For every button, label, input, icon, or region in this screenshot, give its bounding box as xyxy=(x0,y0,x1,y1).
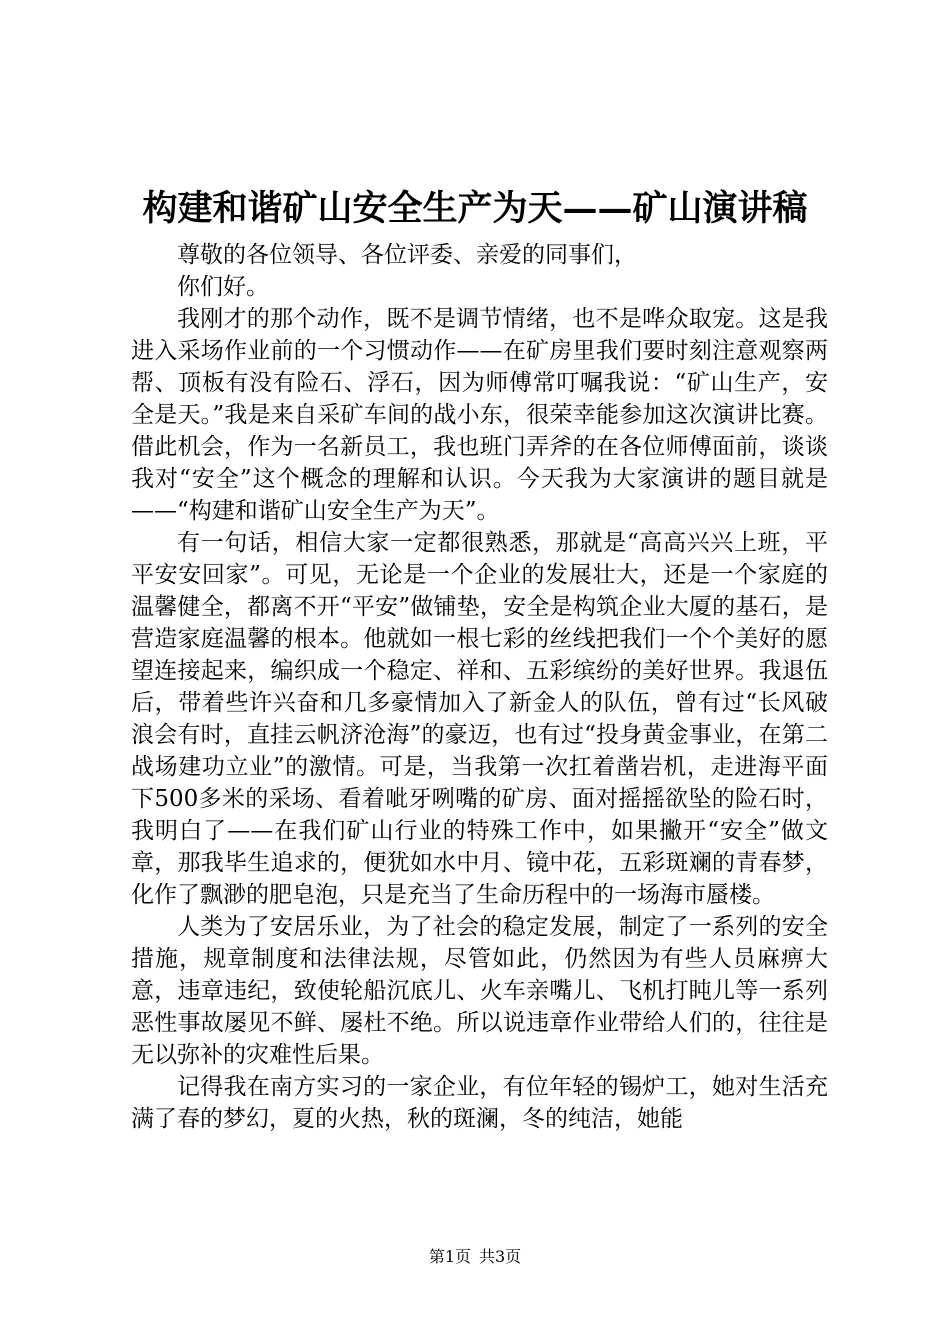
paragraph-regulations: 人类为了安居乐业，为了社会的稳定发展，制定了一系列的安全措施，规章制度和法律法规，尽管如此，仍然因为有些人员麻痹大意，违章违纪，致使轮船沉底儿、火车亲嘴儿、飞机打盹儿等一系列恶性事故屡见不鲜、屡杜不绝。所以说违章作业带给人们的，往往是无以弥补的灾难性后果。 xyxy=(131,914,828,1068)
page-total: 共3页 xyxy=(479,1247,522,1266)
document-body xyxy=(131,239,828,1135)
paragraph-intro: 我刚才的那个动作，既不是调节情绪，也不是哗众取宠。这是我进入采场作业前的一个习惯动作——在矿房里我们要时刻注意观察两帮、顶板有没有险石、浮石，因为师傅常叮嘱我说：“矿山生产，安全是天。”我是来自采矿车间的战小东，很荣幸能参加这次演讲比赛。借此机会，作为一名新员工，我也班门弄斧的在各位师傅面前，谈谈我对“安全”这个概念的理解和认识。今天我为大家演讲的题目就是——“构建和谐矿山安全生产为天”。 xyxy=(131,306,828,524)
paragraph-safety-importance: 有一句话，相信大家一定都很熟悉，那就是“高高兴兴上班，平平安安回家”。可见，无论是一个企业的发展壮大，还是一个家庭的温馨健全，都离不开“平安”做铺垫，安全是构筑企业大厦的基石，是营造家庭温馨的根本。他就如一根七彩的丝线把我们一个个美好的愿望连接起来，编织成一个稳定、祥和、五彩缤纷的美好世界。我退伍后，带着些许兴奋和几多豪情加入了新金人的队伍，曾有过“长风破浪会有时，直挂云帆济沧海”的豪迈，也有过“投身黄金事业，在第二战场建功立业”的激情。可是，当我第一次扛着凿岩机，走进海平面下500多米的采场、看着呲牙咧嘴的矿房、面对摇摇欲坠的险石时，我明白了——在我们矿山行业的特殊工作中，如果撇开“安全”做文章，那我毕生追求的，便犹如水中月、镜中花，五彩斑斓的青春梦，化作了飘渺的肥皂泡，只是充当了生命历程中的一场海市蜃楼。 xyxy=(131,530,828,908)
paragraph-greeting: 你们好。 xyxy=(177,274,269,300)
page-footer xyxy=(0,1246,950,1268)
document-title: 构建和谐矿山安全生产为天——矿山演讲稿 xyxy=(142,188,808,229)
paragraph-internship-story: 记得我在南方实习的一家企业，有位年轻的锡炉工，她对生活充满了春的梦幻，夏的火热，秋的斑澜，冬的纯洁，她能 xyxy=(131,1074,828,1132)
page-number: 第1页 xyxy=(428,1247,471,1266)
paragraph-salutation: 尊敬的各位领导、各位评委、亲爱的同事们， xyxy=(177,242,637,268)
